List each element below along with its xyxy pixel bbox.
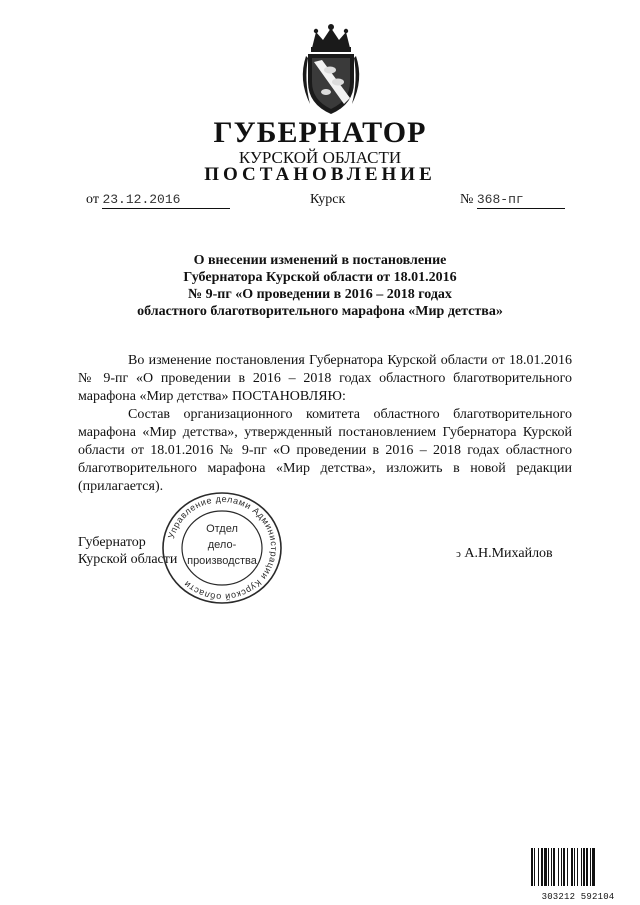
barcode-number: 303212 592104 bbox=[541, 892, 615, 902]
coat-of-arms-emblem bbox=[296, 22, 366, 118]
stamp-line: производства bbox=[187, 555, 257, 567]
title-line: № 9-пг «О проведении в 2016 – 2018 годах bbox=[188, 287, 452, 302]
barcode-bar bbox=[558, 848, 559, 886]
header-region: КУРСКОЙ ОБЛАСТИ bbox=[238, 148, 402, 167]
stamp-ring-text: Управление делами Администрации Курской области bbox=[166, 493, 280, 603]
header-title: ГУБЕРНАТОР bbox=[213, 116, 427, 149]
barcode-bar bbox=[581, 848, 582, 886]
barcode-bar bbox=[586, 848, 588, 886]
decree-title bbox=[0, 252, 640, 320]
number-prefix: № bbox=[460, 192, 474, 207]
barcode-bar bbox=[583, 848, 585, 886]
number-value: 368-пг bbox=[476, 192, 524, 207]
barcode-bar bbox=[541, 848, 543, 886]
barcode-bar bbox=[592, 848, 595, 886]
position-line: Губернатор bbox=[78, 535, 146, 550]
title-line: Губернатора Курской области от 18.01.2016 bbox=[183, 270, 457, 285]
position-line: Курской области bbox=[78, 552, 178, 567]
barcode-bar bbox=[561, 848, 562, 886]
date-prefix: от bbox=[86, 192, 99, 207]
title-line: О внесении изменений в постановление bbox=[193, 253, 447, 268]
signatory-name: А.Н.Михайлов bbox=[464, 546, 553, 561]
decree-body bbox=[78, 352, 572, 496]
barcode-bar bbox=[551, 848, 552, 886]
barcode-bar bbox=[590, 848, 591, 886]
barcode-bar bbox=[553, 848, 555, 886]
barcode-bar bbox=[574, 848, 575, 886]
stamp-line: дело- bbox=[207, 539, 237, 551]
document-type: ПОСТАНОВЛЕНИЕ bbox=[204, 164, 436, 185]
body-paragraph: Во изменение постановления Губернатора Курской области от 18.01.2016 № 9-пг «О проведении в 2016 – 2018 годах областного благотворительного марафона «Мир детства» ПОСТАНОВЛЯЮ: bbox=[78, 353, 572, 404]
decree-city: Курск bbox=[310, 192, 346, 207]
decree-number bbox=[460, 192, 565, 209]
stamp-line: Отдел bbox=[206, 523, 238, 535]
date-value: 23.12.2016 bbox=[102, 192, 181, 207]
signature-name bbox=[456, 546, 553, 562]
document-barcode bbox=[530, 848, 626, 902]
barcode-bars bbox=[530, 848, 626, 886]
barcode-bar bbox=[531, 848, 533, 886]
decree-date bbox=[86, 192, 230, 209]
barcode-bar bbox=[538, 848, 539, 886]
barcode-bar bbox=[577, 848, 578, 886]
barcode-bar bbox=[544, 848, 547, 886]
barcode-bar bbox=[563, 848, 565, 886]
signature-mark: ↄ bbox=[456, 548, 461, 560]
barcode-bar bbox=[567, 848, 568, 886]
barcode-bar bbox=[571, 848, 573, 886]
barcode-bar bbox=[534, 848, 535, 886]
barcode-bar bbox=[548, 848, 549, 886]
office-stamp bbox=[160, 490, 284, 606]
body-paragraph: Состав организационного комитета областного благотворительного марафона «Мир детства», утвержденный постановлением Губернатора Курской области от 18.01.2016 № 9-пг «О проведении в 2016 – 2018 годах областного благотворительного марафона «Мир детства», изложить в новой редакции (прилагается). bbox=[78, 407, 572, 494]
title-line: областного благотворительного марафона «Мир детства» bbox=[137, 304, 503, 319]
